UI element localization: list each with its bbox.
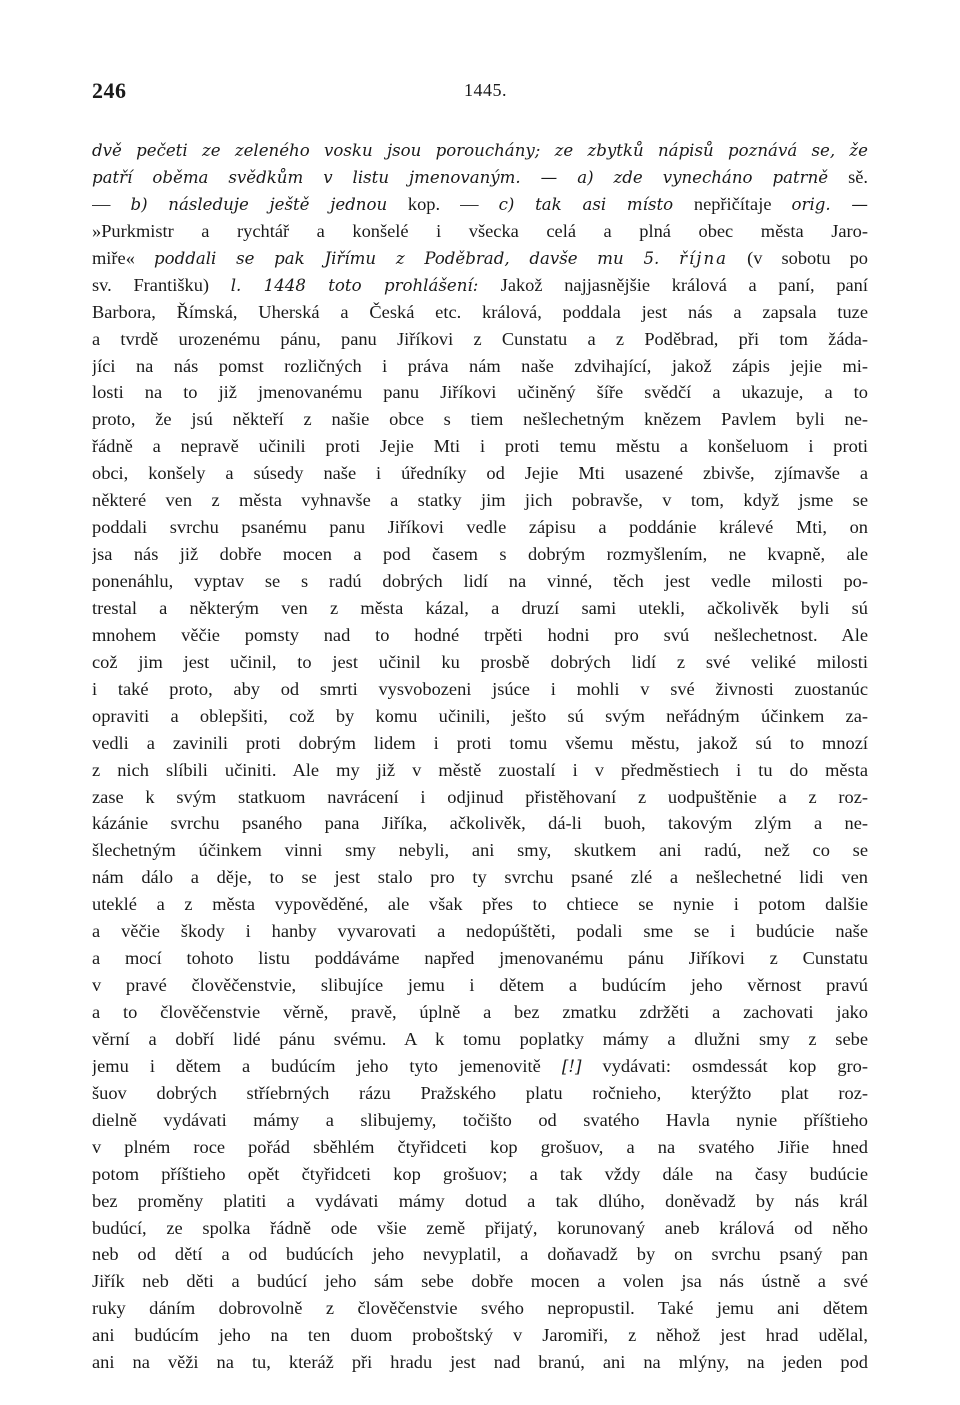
text-segment: z nich slíbili učiniti. Ale my již v městě zuostalí i v předměstiech i tu do města: [92, 759, 868, 780]
page-header: [92, 78, 868, 108]
text-segment: jemu i dětem a budúcím jeho tyto jemenovitě: [92, 1055, 562, 1076]
text-segment: ani budúcím jeho na ten duom proboštský v Jaromiři, z něhož jest hrad udělal,: [92, 1325, 868, 1346]
text-segment: vydávati: osmdessát kop gro-: [581, 1055, 868, 1076]
page-number: 246: [92, 78, 127, 103]
text-segment: nám dálo a děje, to se jest stalo pro ty svrchu psané zlé a nešlechetné lidi ven: [92, 867, 868, 888]
text-line: [92, 272, 868, 299]
text-line: [92, 810, 868, 837]
text-segment: a věčie škody i hanby vyvarovati a nedopúštěti, podali sme se i budúcie naše: [92, 921, 868, 942]
italic-text: c) tak asi místo: [498, 194, 694, 214]
body-text: [92, 137, 868, 1376]
text-segment: potom příštieho opět čtyřidceti kop grošuov; a tak vždy dále na časy budúcie: [92, 1163, 868, 1184]
text-segment: »Purkmistr a rychtář a konšelé i všecka celá a plná obec města Jaro-: [92, 220, 868, 241]
text-segment: ponenáhlu, vyptav se s radú dobrých lidí na vinné, těch jest vedle milosti po-: [92, 571, 868, 591]
text-segment: šuov dobrých stříebrných rázu Pražského platu ročnieho, kterýžto plat roz-: [92, 1082, 868, 1103]
text-line: [92, 514, 868, 541]
text-line: [92, 945, 868, 972]
text-segment: dielně vydávati mámy a slibujemy, točišto od svatého Havla nynie příštieho: [92, 1109, 868, 1130]
text-segment: Barbora, Římská, Uherská a Česká etc. králová, poddala jest nás a zapsala tuze: [92, 301, 868, 322]
text-segment: mnohem věčie pomsty nad to hodné trpěti hodni pro svú nešlechetnost. Ale: [92, 624, 868, 645]
text-segment: v plném roce pořád sběhlém čtyřidceti kop grošuov, a na svatého Jiřie hned: [92, 1136, 868, 1157]
text-segment: věrní a dobří lidé pánu svému. A k tomu poplatky mámy a dlužni smy z sebe: [92, 1028, 868, 1049]
text-segment: losti na to již jmenovanému panu Jiříkovi učiněný šíře svědčí a ukazuje, a to: [92, 382, 868, 403]
text-segment: opraviti a oblepšiti, což by komu učinili, ješto sú svým neřádným účinkem za-: [92, 705, 868, 726]
text-line: [92, 864, 868, 891]
text-segment: proto, že jsú někteří z našie obce s tiem nešlechetným knězem Pavlem byli ne-: [92, 409, 868, 430]
text-segment: Jakož najjasnějšie králová a paní, paní: [500, 274, 868, 295]
text-line: [92, 164, 868, 191]
italic-text: b) následuje ještě jednou: [130, 194, 408, 214]
text-segment: zase k svým statkuom navrácení i odjinud přistěhovaní z uodpuštěnie a z roz-: [92, 786, 868, 807]
text-segment: což jim jest učinil, to jest učinil ku prosbě dobrých lidí z své veliké milosti: [92, 651, 868, 672]
text-line: [92, 1188, 868, 1215]
text-segment: jíci na nás pomst rozličných i práva nám naše zdvihající, jakož zápis jejie mi-: [92, 355, 868, 376]
text-line: [92, 433, 868, 460]
italic-text: dvě pečeti ze zeleného vosku jsou porouchány; ze zbytků nápisů poznává se, že: [92, 141, 868, 160]
text-line: [92, 1053, 868, 1080]
text-line: [92, 1322, 868, 1349]
text-line: [92, 1215, 868, 1242]
text-segment: obci, konšely a súsedy naše i úředníky od Jejie Mti usazené zbivše, zjímavše a: [92, 463, 868, 484]
text-segment: a mocí tohoto listu poddáváme napřed jmenovanému pánu Jiříkovi z Cunstatu: [92, 948, 868, 969]
text-line: [92, 595, 868, 622]
text-line: [92, 541, 868, 568]
text-segment: v pravé člověčenstvie, slibujíce jemu i dětem a budúcím jeho věrnost pravú: [92, 975, 868, 996]
text-line: [92, 487, 868, 514]
text-segment: miře«: [92, 247, 154, 268]
text-line: [92, 245, 868, 272]
text-line: [92, 191, 868, 218]
italic-text: a) zde vynecháno patrně: [577, 167, 849, 187]
text-segment: —: [92, 193, 131, 214]
text-line: [92, 353, 868, 380]
text-segment: kop. —: [407, 193, 499, 214]
italic-text: října: [679, 248, 729, 268]
text-line: [92, 649, 868, 676]
italic-text: poddali se pak Jiřímu z Poděbrad, davše mu 5.: [153, 248, 680, 268]
text-line: [92, 676, 868, 703]
text-line: [92, 1349, 868, 1376]
text-segment: bez proměny platiti a vydávati mámy dotud a tak dlúho, doněvadž by nás král: [92, 1190, 868, 1211]
text-line: [92, 918, 868, 945]
text-line: [92, 568, 868, 595]
italic-text: l. 1448 toto prohlášení:: [230, 275, 501, 295]
text-segment: sv. Františku): [92, 274, 231, 295]
running-head-year: 1445.: [464, 80, 507, 100]
italic-text: [!]: [561, 1056, 582, 1076]
text-segment: poddali svrchu psanému panu Jiříkovi vedle zápisu a poddánie králevé Mti, on: [92, 517, 868, 538]
text-line: [92, 999, 868, 1026]
text-segment: ani na věži na tu, kteráž při hradu jest nad branú, ani na mlýny, na jeden pod: [92, 1352, 868, 1373]
text-segment: Jiřík neb děti a budúcí jeho sám sebe dobře mocen a volen jsa nás ústně a své: [92, 1271, 868, 1292]
text-segment: i také proto, aby od smrti vysvobozeni jsúce i mohli v své živnosti zuostanúc: [92, 678, 868, 699]
text-segment: trestal a některým ven z města kázal, a druzí sami utekli, ačkolivěk byli sú: [92, 597, 868, 618]
text-line: [92, 703, 868, 730]
text-segment: budúcí, ze spolka řádně ode všie země přijatý, korunovaný aneb králová od něho: [92, 1217, 868, 1238]
text-line: [92, 1161, 868, 1188]
text-segment: kázánie svrchu psaného pana Jiříka, ačkolivěk, dá-li buoh, takovým zlým a ne-: [92, 813, 868, 834]
text-line: [92, 1268, 868, 1295]
text-line: [92, 326, 868, 353]
text-segment: neb od dětí a od budúcích jeho nevyplatil, a doňavadž by on svrchu psaný pan: [92, 1244, 868, 1265]
text-line: [92, 406, 868, 433]
text-segment: jsa nás již dobře mocen a pod časem s dobrým rozmyšlením, ne kvapně, ale: [92, 544, 868, 565]
text-line: [92, 1107, 868, 1134]
text-segment: nepřičítaje: [693, 193, 792, 214]
text-line: [92, 137, 868, 164]
text-line: [92, 299, 868, 326]
text-line: [92, 1026, 868, 1053]
text-line: [92, 218, 868, 245]
text-segment: řádně a nepravě učinili proti Jejie Mti i proti temu městu a konšeluom i proti: [92, 436, 868, 457]
text-segment: některé ven z města vyhnavše a statky jim jich pobravše, v tom, když jsme se: [92, 490, 868, 511]
italic-text: orig. —: [791, 194, 868, 214]
text-segment: ruky dáním dobrovolně z člověčenstvie svého nepropustil. Také jemu ani dětem: [92, 1298, 868, 1319]
text-line: [92, 784, 868, 811]
text-line: [92, 1295, 868, 1322]
text-line: [92, 1241, 868, 1268]
text-segment: uteklé a z města vypověděné, ale však přes to chtiece se nynie i potom dalšie: [92, 894, 868, 915]
text-line: [92, 379, 868, 406]
text-line: [92, 730, 868, 757]
text-line: [92, 460, 868, 487]
text-line: [92, 1134, 868, 1161]
text-line: [92, 891, 868, 918]
text-segment: a tvrdě urozenému pánu, panu Jiříkovi z Cunstatu a z Poděbrad, při tom žáda-: [92, 328, 868, 349]
text-line: [92, 757, 868, 784]
text-segment: (v sobotu po: [728, 247, 868, 268]
text-line: [92, 837, 868, 864]
text-segment: sě.: [848, 166, 868, 187]
text-line: [92, 622, 868, 649]
text-line: [92, 972, 868, 999]
text-segment: šlechetným účinkem vinni smy nebyli, ani smy, skutkem ani radú, než co se: [92, 840, 868, 861]
italic-text: patří oběma svědkům v listu jmenovaným. —: [92, 167, 578, 187]
text-segment: a to člověčenstvie věrně, pravě, úplně a bez zmatku zdržěti a zachovati jako: [92, 1002, 868, 1022]
text-segment: vedli a zavinili proti dobrým lidem i proti tomu všemu městu, jakož sú to mnozí: [92, 732, 868, 753]
text-line: [92, 1080, 868, 1107]
